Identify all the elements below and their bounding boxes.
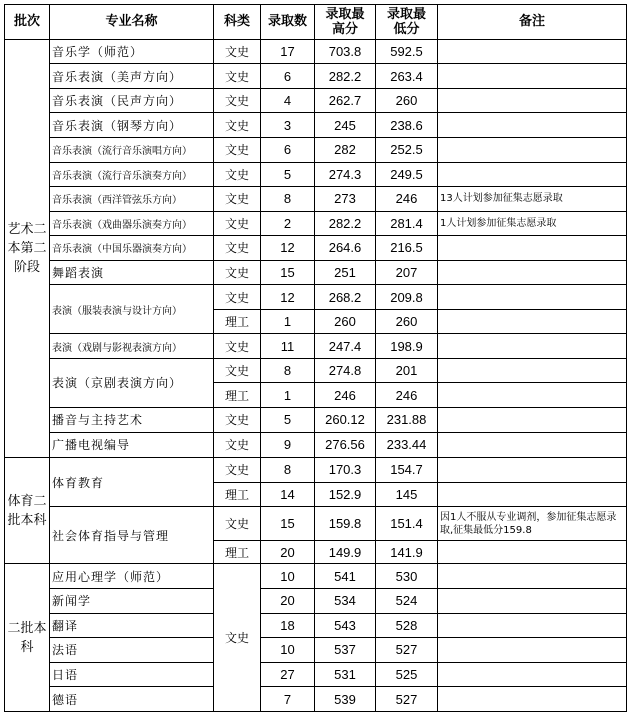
header-major: 专业名称 — [50, 5, 214, 40]
major-name: 广播电视编导 — [50, 432, 214, 458]
admitted-count: 8 — [261, 358, 315, 383]
max-score: 531 — [315, 662, 376, 687]
major-name: 音乐学（师范） — [50, 39, 214, 64]
category: 文史 — [214, 285, 261, 310]
table-row — [5, 285, 627, 310]
max-score: 274.8 — [315, 358, 376, 383]
category: 理工 — [214, 383, 261, 408]
admitted-count: 20 — [261, 589, 315, 614]
category: 文史 — [214, 211, 261, 236]
admitted-count: 10 — [261, 638, 315, 663]
max-score: 282.2 — [315, 64, 376, 89]
max-score: 149.9 — [315, 540, 376, 564]
max-score: 541 — [315, 564, 376, 589]
min-score: 207 — [376, 260, 438, 285]
admitted-count: 2 — [261, 211, 315, 236]
admitted-count: 1 — [261, 309, 315, 334]
max-score: 152.9 — [315, 482, 376, 507]
admitted-count: 12 — [261, 236, 315, 261]
category: 文史 — [214, 260, 261, 285]
max-score: 274.3 — [315, 162, 376, 187]
max-score: 159.8 — [315, 507, 376, 541]
admitted-count: 8 — [261, 458, 315, 483]
note: 13人计划参加征集志愿录取 — [438, 187, 627, 212]
category: 文史 — [214, 407, 261, 432]
major-name: 日语 — [50, 662, 214, 687]
max-score: 537 — [315, 638, 376, 663]
admitted-count: 11 — [261, 334, 315, 359]
note: 因1人不服从专业调剂，参加征集志愿录取,征集最低分159.8 — [438, 507, 627, 541]
max-score: 273 — [315, 187, 376, 212]
major-name: 社会体育指导与管理 — [50, 507, 214, 564]
note — [438, 162, 627, 187]
max-score: 264.6 — [315, 236, 376, 261]
category: 文史 — [214, 458, 261, 483]
table-row — [5, 662, 627, 687]
min-score: 260 — [376, 88, 438, 113]
note — [438, 687, 627, 712]
min-score: 527 — [376, 638, 438, 663]
table-row — [5, 137, 627, 162]
table-row — [5, 458, 627, 483]
header-category: 科类 — [214, 5, 261, 40]
major-name: 德语 — [50, 687, 214, 712]
table-row — [5, 334, 627, 359]
table-row — [5, 88, 627, 113]
batch-art: 艺术二本第二阶段 — [5, 39, 50, 457]
major-name: 音乐表演（美声方向） — [50, 64, 214, 89]
min-score: 145 — [376, 482, 438, 507]
batch-second: 二批本科 — [5, 564, 50, 712]
major-name: 音乐表演（流行音乐演奏方向） — [50, 162, 214, 187]
header-batch: 批次 — [5, 5, 50, 40]
table-row — [5, 64, 627, 89]
note — [438, 334, 627, 359]
min-score: 263.4 — [376, 64, 438, 89]
admitted-count: 18 — [261, 613, 315, 638]
admitted-count: 15 — [261, 507, 315, 541]
admitted-count: 8 — [261, 187, 315, 212]
max-score: 282.2 — [315, 211, 376, 236]
min-score: 260 — [376, 309, 438, 334]
note — [438, 407, 627, 432]
max-score: 534 — [315, 589, 376, 614]
admitted-count: 12 — [261, 285, 315, 310]
admitted-count: 6 — [261, 64, 315, 89]
max-score: 539 — [315, 687, 376, 712]
table-row — [5, 187, 627, 212]
batch-sport: 体育二批本科 — [5, 458, 50, 564]
major-name: 舞蹈表演 — [50, 260, 214, 285]
note — [438, 638, 627, 663]
note — [438, 358, 627, 383]
note — [438, 137, 627, 162]
category: 理工 — [214, 540, 261, 564]
major-name: 新闻学 — [50, 589, 214, 614]
category: 文史 — [214, 432, 261, 458]
category: 文史 — [214, 88, 261, 113]
min-score: 249.5 — [376, 162, 438, 187]
min-score: 246 — [376, 383, 438, 408]
admitted-count: 17 — [261, 39, 315, 64]
max-score: 282 — [315, 137, 376, 162]
major-name: 音乐表演（民声方向） — [50, 88, 214, 113]
min-score: 209.8 — [376, 285, 438, 310]
note — [438, 113, 627, 138]
category: 文史 — [214, 334, 261, 359]
category: 理工 — [214, 309, 261, 334]
min-score: 524 — [376, 589, 438, 614]
note — [438, 309, 627, 334]
min-score: 525 — [376, 662, 438, 687]
max-score: 262.7 — [315, 88, 376, 113]
max-score: 247.4 — [315, 334, 376, 359]
table-row — [5, 564, 627, 589]
min-score: 252.5 — [376, 137, 438, 162]
note — [438, 662, 627, 687]
table-row — [5, 113, 627, 138]
table-row — [5, 407, 627, 432]
major-name: 应用心理学（师范） — [50, 564, 214, 589]
max-score: 170.3 — [315, 458, 376, 483]
header-min-score: 录取最低分 — [376, 5, 438, 40]
major-name: 音乐表演（西洋管弦乐方向） — [50, 187, 214, 212]
max-score: 276.56 — [315, 432, 376, 458]
note — [438, 564, 627, 589]
major-name: 翻译 — [50, 613, 214, 638]
note — [438, 383, 627, 408]
note — [438, 540, 627, 564]
min-score: 238.6 — [376, 113, 438, 138]
max-score: 246 — [315, 383, 376, 408]
min-score: 527 — [376, 687, 438, 712]
table-row — [5, 507, 627, 541]
major-name: 播音与主持艺术 — [50, 407, 214, 432]
min-score: 201 — [376, 358, 438, 383]
note — [438, 458, 627, 483]
table-row — [5, 638, 627, 663]
category: 文史 — [214, 187, 261, 212]
admitted-count: 1 — [261, 383, 315, 408]
note — [438, 39, 627, 64]
min-score: 530 — [376, 564, 438, 589]
category: 文史 — [214, 39, 261, 64]
admitted-count: 15 — [261, 260, 315, 285]
category: 文史 — [214, 137, 261, 162]
major-name: 音乐表演（钢琴方向） — [50, 113, 214, 138]
category: 文史 — [214, 64, 261, 89]
note — [438, 482, 627, 507]
major-name: 表演（京剧表演方向） — [50, 358, 214, 407]
admitted-count: 3 — [261, 113, 315, 138]
table-row — [5, 236, 627, 261]
major-name: 音乐表演（戏曲器乐演奏方向） — [50, 211, 214, 236]
admitted-count: 20 — [261, 540, 315, 564]
table-row — [5, 613, 627, 638]
table-row — [5, 687, 627, 712]
header-row — [5, 5, 627, 40]
max-score: 260 — [315, 309, 376, 334]
min-score: 151.4 — [376, 507, 438, 541]
category: 文史 — [214, 113, 261, 138]
category: 文史 — [214, 162, 261, 187]
max-score: 543 — [315, 613, 376, 638]
major-name: 音乐表演（中国乐器演奏方向） — [50, 236, 214, 261]
min-score: 198.9 — [376, 334, 438, 359]
category: 文史 — [214, 236, 261, 261]
major-name: 法语 — [50, 638, 214, 663]
admitted-count: 14 — [261, 482, 315, 507]
category: 文史 — [214, 564, 261, 712]
header-max-score: 录取最高分 — [315, 5, 376, 40]
note — [438, 260, 627, 285]
major-name: 音乐表演（流行音乐演唱方向） — [50, 137, 214, 162]
note — [438, 64, 627, 89]
note — [438, 236, 627, 261]
note — [438, 589, 627, 614]
min-score: 528 — [376, 613, 438, 638]
min-score: 154.7 — [376, 458, 438, 483]
header-admitted: 录取数 — [261, 5, 315, 40]
major-name: 表演（服装表演与设计方向） — [50, 285, 214, 334]
table-row — [5, 358, 627, 383]
admitted-count: 10 — [261, 564, 315, 589]
category: 理工 — [214, 482, 261, 507]
max-score: 245 — [315, 113, 376, 138]
admitted-count: 9 — [261, 432, 315, 458]
admitted-count: 4 — [261, 88, 315, 113]
major-name: 体育教育 — [50, 458, 214, 507]
admitted-count: 27 — [261, 662, 315, 687]
table-row — [5, 589, 627, 614]
major-name: 表演（戏剧与影视表演方向） — [50, 334, 214, 359]
admitted-count: 7 — [261, 687, 315, 712]
header-note: 备注 — [438, 5, 627, 40]
category: 文史 — [214, 507, 261, 541]
note — [438, 613, 627, 638]
max-score: 260.12 — [315, 407, 376, 432]
max-score: 251 — [315, 260, 376, 285]
min-score: 231.88 — [376, 407, 438, 432]
table-row — [5, 211, 627, 236]
note — [438, 88, 627, 113]
note — [438, 285, 627, 310]
table-row — [5, 260, 627, 285]
table-row — [5, 162, 627, 187]
admitted-count: 6 — [261, 137, 315, 162]
admitted-count: 5 — [261, 407, 315, 432]
min-score: 246 — [376, 187, 438, 212]
table-row — [5, 432, 627, 458]
min-score: 216.5 — [376, 236, 438, 261]
note — [438, 432, 627, 458]
max-score: 268.2 — [315, 285, 376, 310]
category: 文史 — [214, 358, 261, 383]
min-score: 281.4 — [376, 211, 438, 236]
admitted-count: 5 — [261, 162, 315, 187]
note: 1人计划参加征集志愿录取 — [438, 211, 627, 236]
table-row — [5, 39, 627, 64]
admission-table — [4, 4, 627, 712]
min-score: 141.9 — [376, 540, 438, 564]
min-score: 233.44 — [376, 432, 438, 458]
max-score: 703.8 — [315, 39, 376, 64]
min-score: 592.5 — [376, 39, 438, 64]
